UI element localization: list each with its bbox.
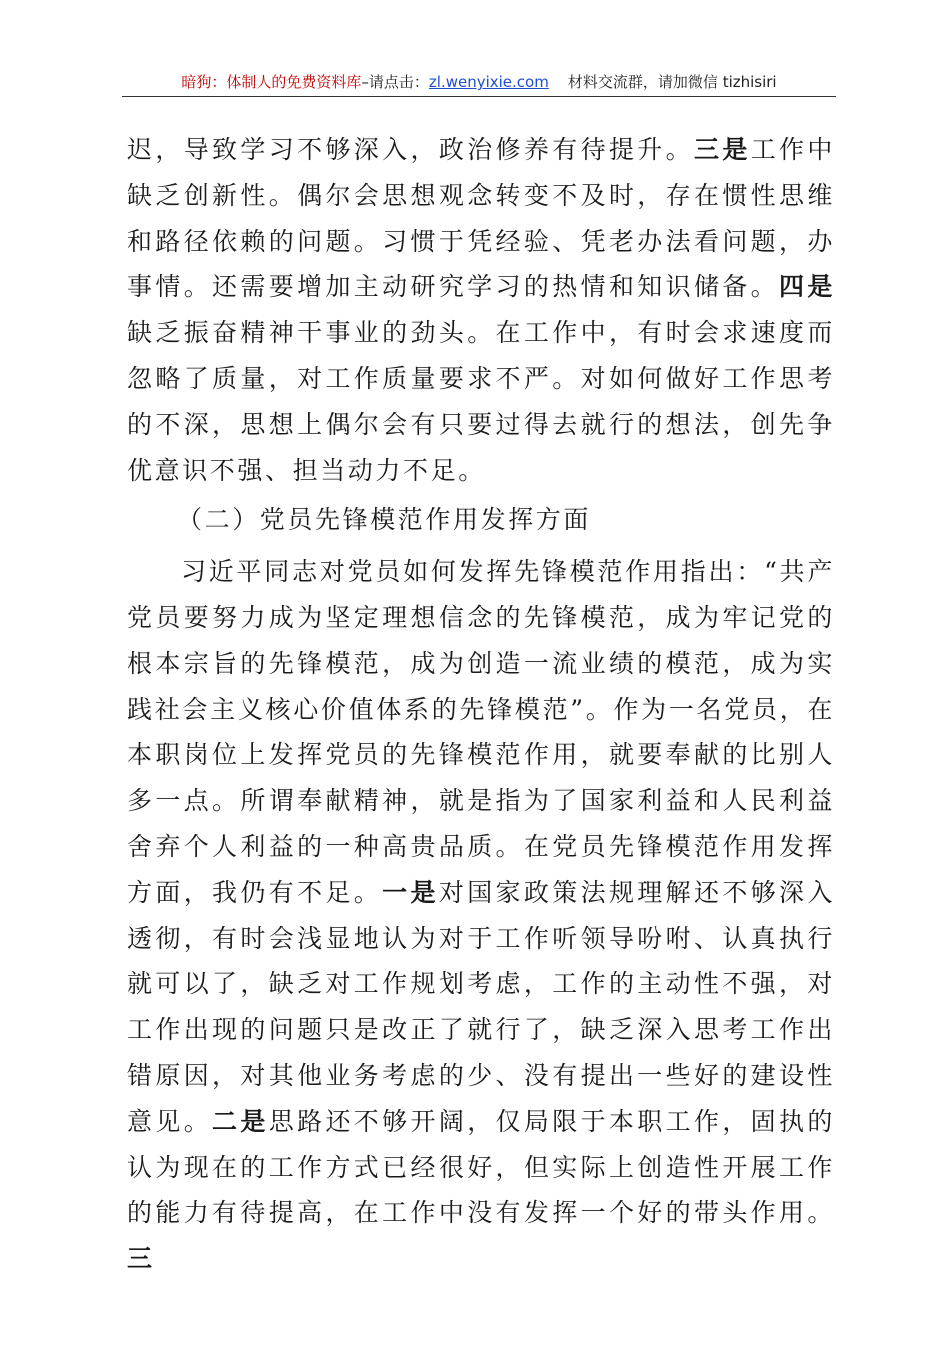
- bold-marker-one: 一是: [382, 877, 439, 907]
- header-divider: [122, 96, 836, 97]
- click-prompt: –请点击：: [361, 73, 429, 91]
- contact-info: 材料交流群，请加微信 tizhisiri: [567, 73, 777, 91]
- site-label: 暗狗：体制人的免费资料库: [181, 73, 362, 91]
- text-segment: 对国家政策法规理解还不够深入透彻，有时会浅显地认为对于工作听领导吩咐、认真执行就可以了，缺乏对工作规划考虑，工作的主动性不强，对工作出现的问题只是改正了就行了，缺乏深入思考工作出错原因，对其他业务考虑的少、没有提出一些好的建设性意见。: [127, 877, 836, 1136]
- paragraph-1: [127, 127, 835, 493]
- text-segment: 缺乏振奋精神干事业的劲头。在工作中，有时会求速度而忽略了质量，对工作质量要求不严。对如何做好工作思考的不深，思想上偶尔会有只要过得去就行的想法，创先争优意识不强、担当动力不足。: [127, 318, 835, 485]
- section-heading: （二）党员先锋模范作用发挥方面: [177, 505, 592, 535]
- bold-marker-two: 二是: [212, 1106, 269, 1136]
- bold-marker-three-tail: 三: [127, 1244, 155, 1274]
- bold-marker-four: 四是: [779, 272, 835, 302]
- document-body: [127, 127, 835, 1282]
- paragraph-2: [127, 549, 835, 1282]
- text-segment: 思路还不够开阔，仅局限于本职工作，固执的认为现在的工作方式已经很好，但实际上创造性开展工作的能力有待提高，在工作中没有发挥一个好的带头作用。: [127, 1106, 835, 1228]
- bold-marker-three: 三是: [693, 135, 751, 164]
- text-segment: 习近平同志对党员如何发挥先锋模范作用指出：“共产党员要努力成为坚定理想信念的先锋模范，成为牢记党的根本宗旨的先锋模范，成为创造一流业绩的模范，成为实践社会主义核心价值体系的先锋模范”。作为一名党员，在本职岗位上发挥党员的先锋模范作用，就要奉献的比别人多一点。所谓奉献精神，就是指为了国家利益和人民利益舍弃个人利益的一种高贵品质。在党员先锋模范作用发挥方面，我仍有不足。: [127, 557, 835, 907]
- page-header: [122, 70, 836, 98]
- site-link[interactable]: zl.wenyixie.com: [428, 73, 549, 91]
- text-segment: 工作中缺乏创新性。偶尔会思想观念转变不及时，存在惯性思维和路径依赖的问题。习惯于凭经验、凭老办法看问题，办事情。还需要增加主动研究学习的热情和知识储备。: [127, 135, 835, 302]
- text-segment: 迟，导致学习不够深入，政治修养有待提升。: [127, 135, 694, 164]
